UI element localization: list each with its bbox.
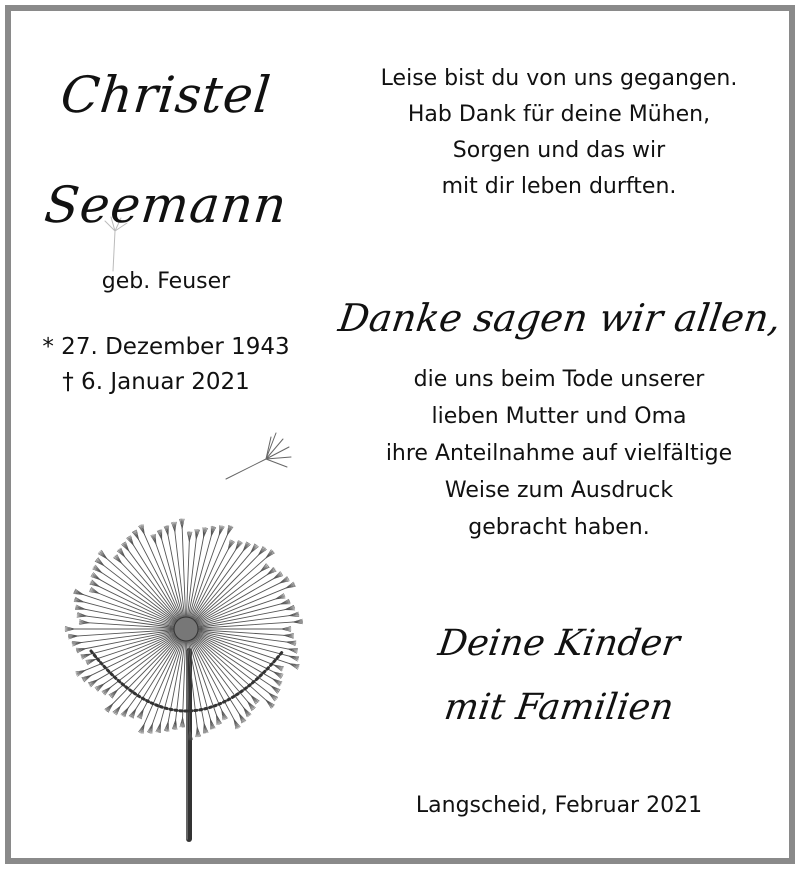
dandelion-image bbox=[51, 211, 311, 851]
birth-date: * 27. Dezember 1943 bbox=[42, 334, 290, 360]
thanks-line: gebracht haben. bbox=[468, 515, 650, 540]
thanks-line: ihre Anteilnahme auf vielfältige bbox=[385, 441, 733, 466]
thanks-line: lieben Mutter und Oma bbox=[431, 404, 687, 429]
thanks-text bbox=[339, 361, 779, 546]
floating-seed bbox=[226, 433, 291, 479]
signature-line-1: Deine Kinder bbox=[435, 623, 683, 664]
obituary-card bbox=[5, 5, 795, 864]
thanks-line: Weise zum Ausdruck bbox=[444, 478, 674, 503]
maiden-name: geb. Feuser bbox=[101, 269, 231, 294]
poem-line: Hab Dank für deine Mühen, bbox=[407, 102, 711, 127]
poem-line: Sorgen und das wir bbox=[452, 138, 666, 163]
thanks-heading: Danke sagen wir allen, bbox=[335, 296, 784, 340]
signature-line-2: mit Familien bbox=[441, 687, 677, 728]
poem bbox=[339, 61, 779, 205]
death-date: † 6. Januar 2021 bbox=[62, 369, 250, 395]
poem-line: Leise bist du von uns gegangen. bbox=[380, 66, 738, 91]
poem-line: mit dir leben durften. bbox=[441, 174, 677, 199]
thanks-line: die uns beim Tode unserer bbox=[413, 367, 705, 392]
deceased-first-name: Christel bbox=[58, 66, 274, 124]
place-and-date: Langscheid, Februar 2021 bbox=[415, 793, 703, 818]
deceased-last-name: Seemann bbox=[41, 176, 291, 234]
